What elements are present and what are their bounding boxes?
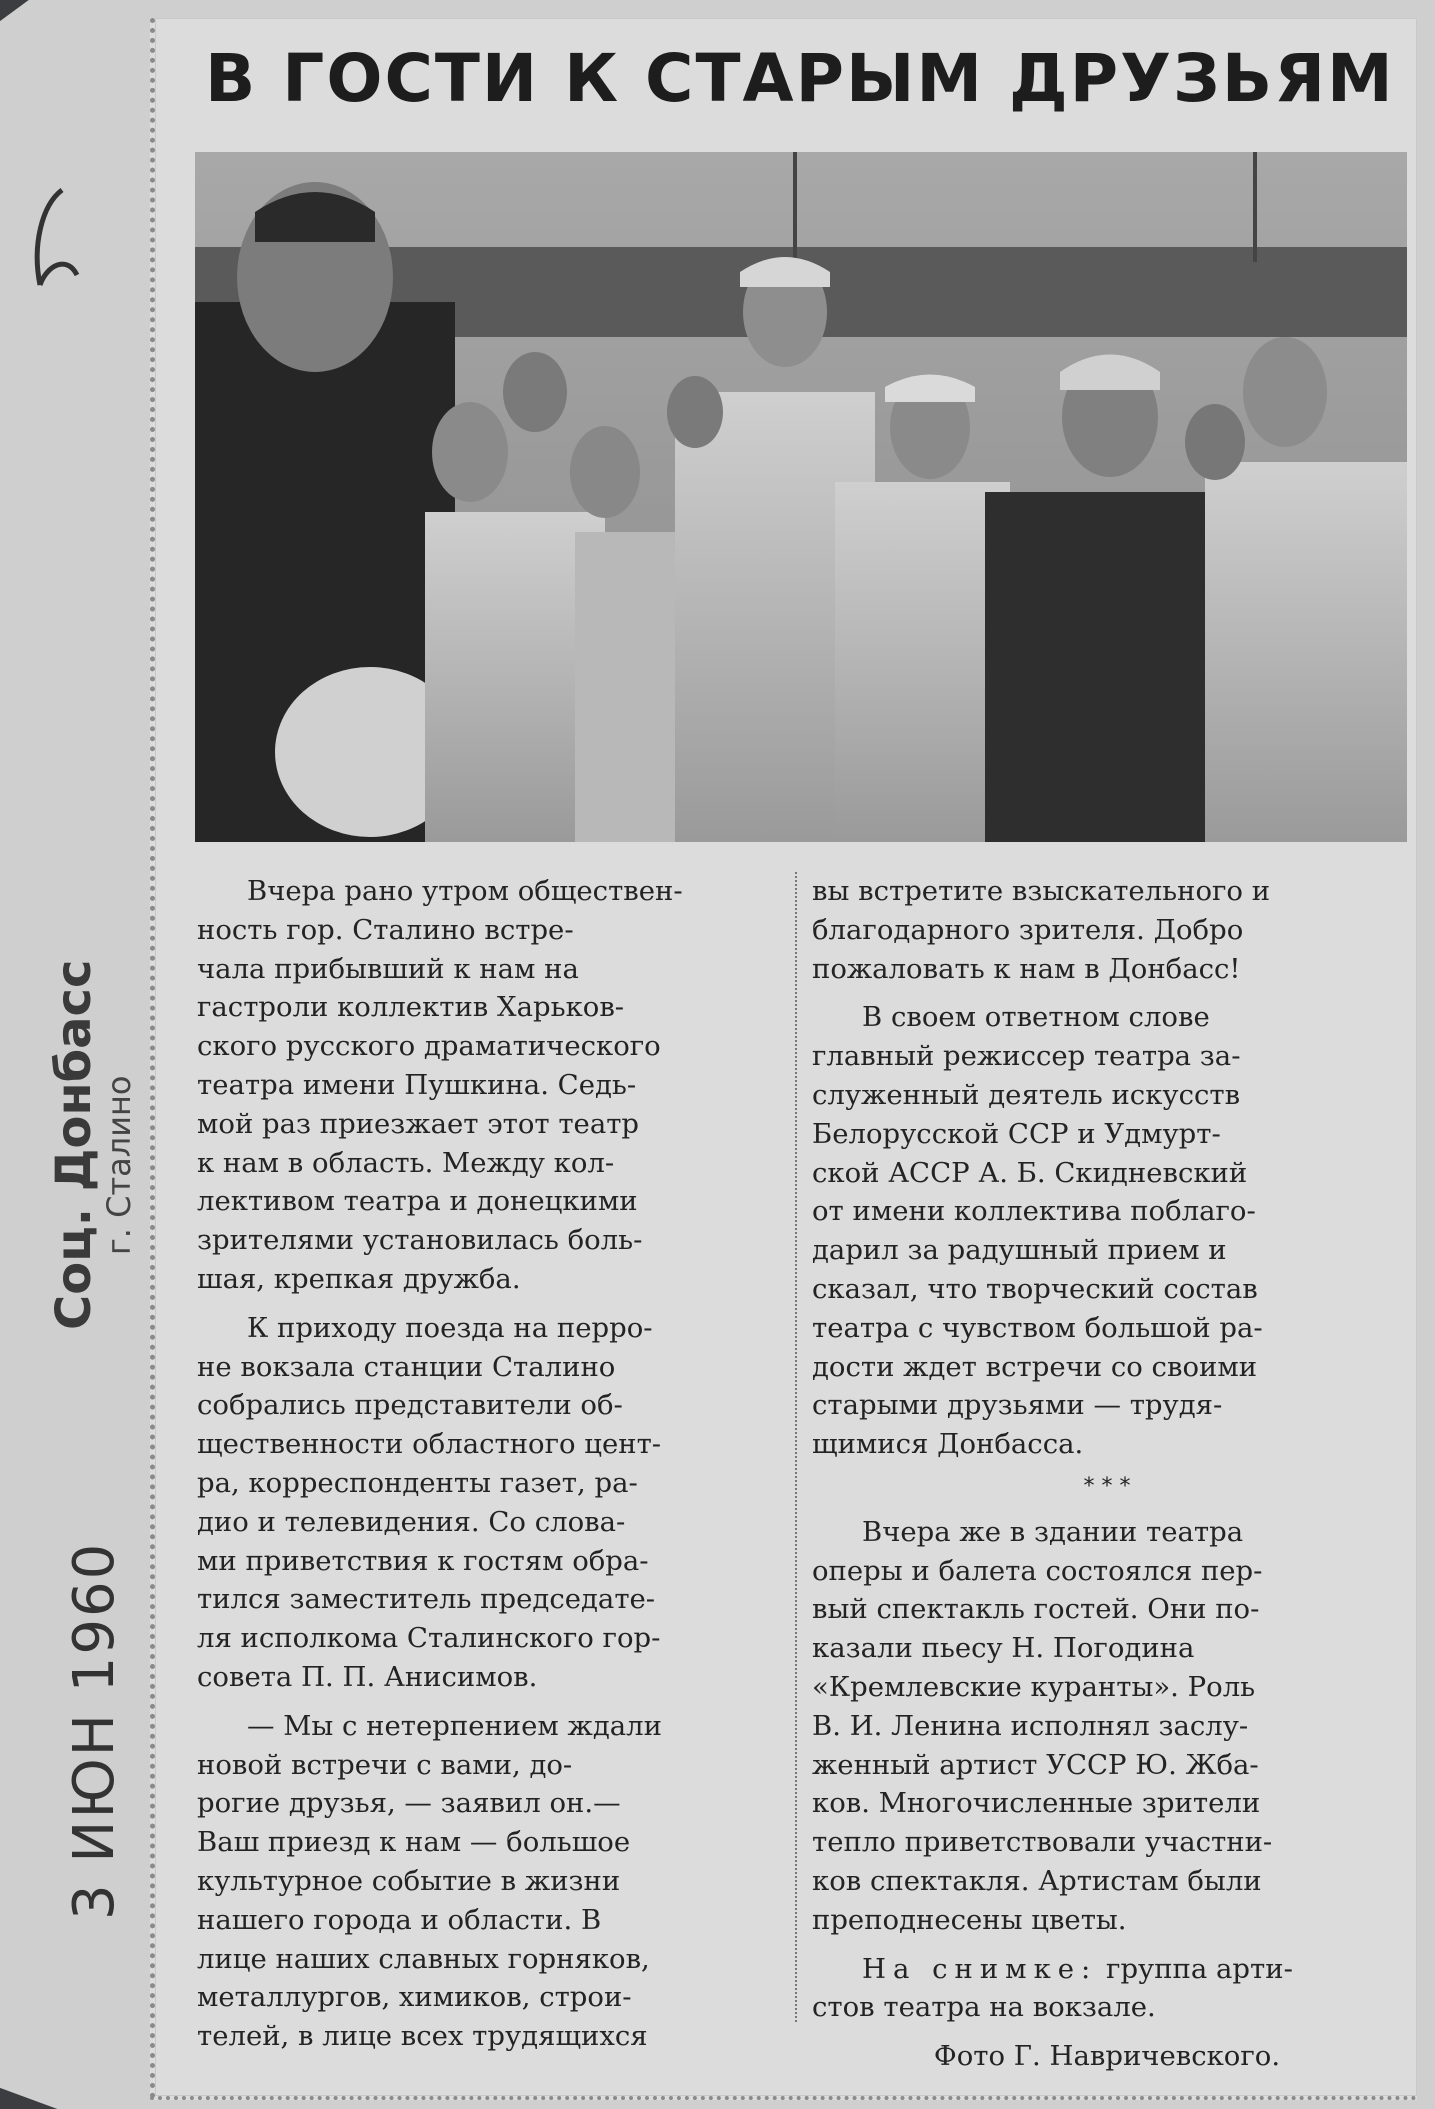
photo-caption-text: группа арти- стов театра на вокзале. xyxy=(812,1952,1293,2024)
section-separator: * * * xyxy=(1083,1473,1131,1499)
group-photo xyxy=(195,152,1407,842)
date-stamp: 3 ИЮН 1960 xyxy=(62,1541,127,1920)
article-headline: В ГОСТИ К СТАРЫМ ДРУЗЬЯМ xyxy=(205,40,1395,117)
paragraph-station: К приходу поезда на перро- не вокзала станции Сталино собрались представители об- щественности областного цент- ра, корреспонденты газет, ра- дио и телевидения. Со слова- ми приветствия к гостям обра- тился заместитель председате- ля исполкома Сталинского гор- совета П. П. Анисимов. xyxy=(197,1311,662,1693)
article-right-column xyxy=(812,872,1402,2086)
article-left-column xyxy=(197,872,777,2066)
newspaper-stamp: Соц. Донбасс xyxy=(46,959,102,1330)
paragraph-first-performance: Вчера же в здании театра оперы и балета состоялся пер- вый спектакль гостей. Они по- казали пьесу Н. Погодина «Кремлевские куранты». Роль В. И. Ленина исполнял заслу- женный артист УССР Ю. Жба- ков. Многочисленные зрители тепло приветствовали участни- ков спектакля. Артистам были преподнесены цветы. xyxy=(812,1515,1273,1936)
paragraph-director-reply: В своем ответном слове главный режиссер театра за- служенный деятель искусств Белорусской ССР и Удмурт- ской АССР А. Б. Скидневский от имени коллектива поблаго- дарил за радушный прием и сказал, что творческий состав театра с чувством большой ра- дости ждет встречи со своими старыми друзьями — трудя- щимися Донбасса. xyxy=(812,1001,1263,1461)
paragraph-arrival: Вчера рано утром обществен- ность гор. Сталино встре- чала прибывший к нам на гастроли коллектив Харьков- ского русского драматического театра имени Пушкина. Седь- мой раз приезжает этот театр к нам в область. Между кол- лективом театра и донецкими зрителями установилась боль- шая, крепкая дружба. xyxy=(197,875,683,1295)
paragraph-quote: — Мы с нетерпением ждали новой встречи с вами, до- рогие друзья, — заявил он.— Ваш приезд к нам — большое культурное событие в жизни нашего города и области. В лице наших славных горняков, металлургов, химиков, строи- телей, в лице всех трудящихся xyxy=(197,1709,662,2053)
photo-caption xyxy=(812,1950,1402,2028)
photo-caption-lead: На снимке: xyxy=(862,1952,1098,1985)
city-stamp: г. Сталино xyxy=(100,1075,138,1255)
archive-pencil-mark xyxy=(22,185,82,295)
group-photo-image xyxy=(195,152,1407,842)
photo-credit: Фото Г. Навричевского. xyxy=(933,2040,1281,2073)
paragraph-quote-continued: вы встретите взыскательного и благодарного зрителя. Добро пожаловать к нам в Донбасс! xyxy=(812,875,1271,985)
column-divider xyxy=(795,872,797,2022)
